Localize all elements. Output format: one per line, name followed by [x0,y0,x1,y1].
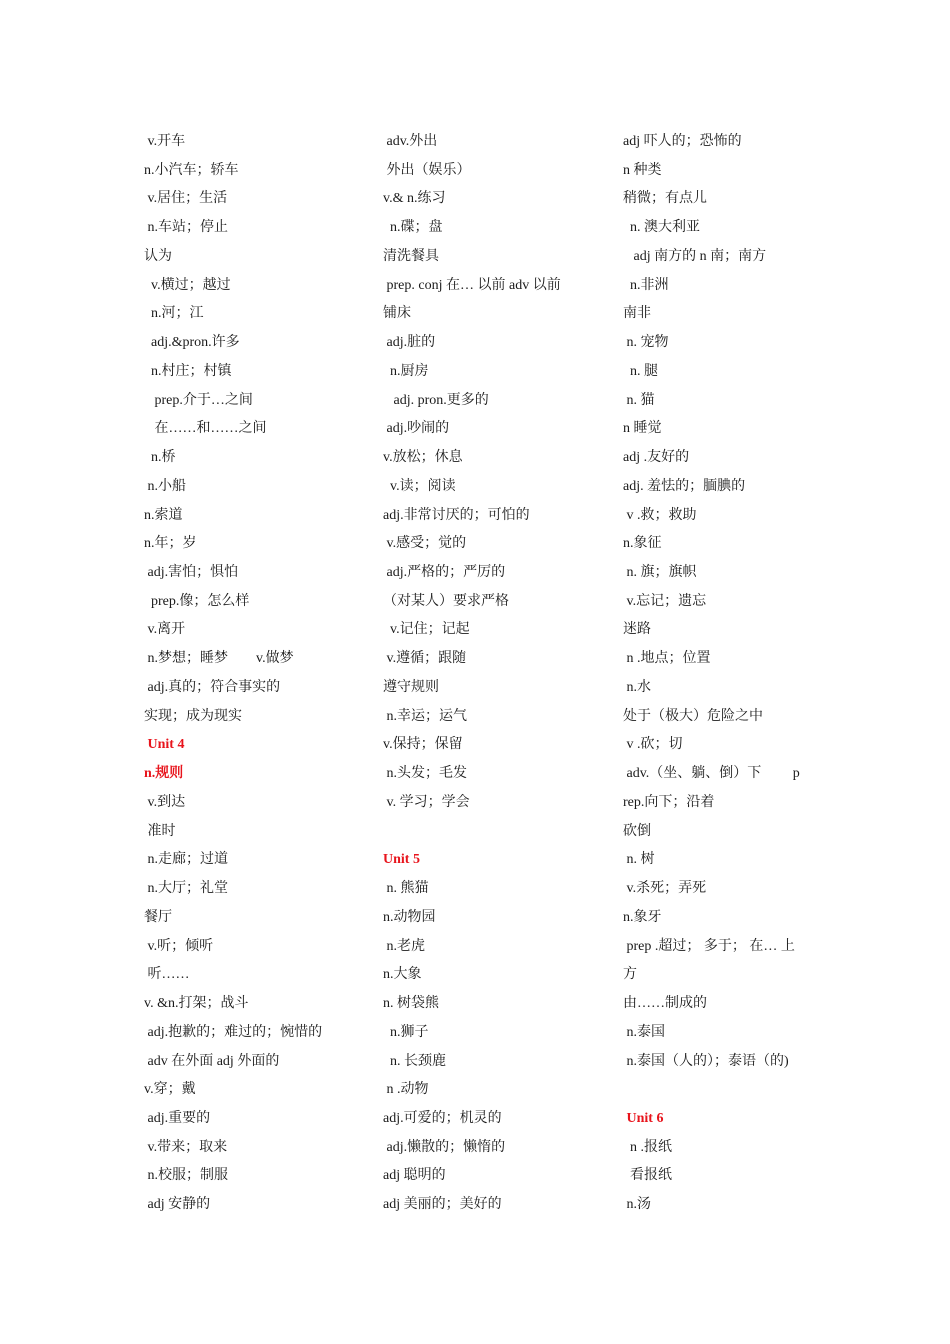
vocab-entry: v .砍；切 [623,737,683,753]
vocab-entry: n.厨房 [383,363,429,379]
vocab-entry [623,1076,818,1105]
vocab-entry: v.离开 [144,622,186,638]
vocab-entry: adv 在外面 adj 外面的 [144,1053,280,1069]
vocab-entry: adv.外出 [383,134,438,149]
vocab-entry: n 睡觉 [623,421,662,437]
vocab-entry: adj. 羞怯的；腼腆的 [623,478,746,494]
vocab-entry: prep. conj 在… 以前 adv 以前 [383,277,561,293]
vocab-entry: v.& n.练习 [383,191,446,207]
vocab-entry: n.车站；停止 [144,220,228,236]
vocab-entry: v. 学习；学会 [383,794,470,810]
vocab-entry: 由……制成的 [623,996,707,1012]
vocab-entry: n.狮子 [383,1024,429,1040]
vocab-entry: adj.&pron.许多 [144,335,240,351]
vocab-entry: v.遵循；跟随 [383,651,467,667]
vocab-entry: v .救；救助 [623,507,697,523]
vocab-entry: n.碟；盘 [383,220,443,236]
vocab-entry: adj 聪明的 [383,1168,446,1184]
vocab-entry: n.幸运；运气 [383,708,467,724]
vocab-entry: adj 安静的 [144,1197,211,1213]
vocab-entry: adj 美丽的；美好的 [383,1197,502,1213]
vocab-entry: adj .友好的 [623,450,690,466]
vocab-entry: n.村庄；村镇 [144,363,232,379]
vocab-entry: prep .超过； 多于； 在… 上 [623,938,795,954]
vocab-entry: n .动物 [383,1082,429,1098]
vocab-entry: adj.吵闹的 [383,421,450,437]
vocab-entry: 清洗餐具 [383,248,439,264]
vocab-entry: n.头发；毛发 [383,766,467,782]
vocab-entry: n. 熊猫 [383,881,429,897]
vocab-entry: v.穿；戴 [144,1082,196,1098]
vocab-entry: v.开车 [144,134,186,149]
vocab-entry: n.桥 [144,450,176,466]
vocab-entry: n.老虎 [383,938,425,954]
vocab-entry: 砍倒 [623,823,651,839]
vocab-entry: 处于（极大）危险之中 [623,708,763,724]
vocab-entry: adj 吓人的；恐怖的 [623,134,742,149]
vocab-entry: adj.可爱的；机灵的 [383,1110,502,1126]
vocab-entry: 准时 [144,823,176,839]
vocab-column-3 [623,128,818,1220]
vocab-entry: 铺床 [383,306,411,322]
vocab-entry: v.到达 [144,794,186,810]
vocab-entry: n.梦想；睡梦 v.做梦 [144,651,294,667]
vocab-entry: v. &n.打架；战斗 [144,996,249,1012]
vocab-entry: 方 [623,967,637,983]
vocab-entry: 迷路 [623,622,651,638]
vocab-entry: n. 腿 [623,363,658,379]
vocab-entry: 在……和……之间 [144,421,267,437]
vocab-entry: n.汤 [623,1197,651,1213]
vocab-entry: v.杀死；弄死 [623,881,707,897]
vocab-entry: （对某人）要求严格 [383,593,509,609]
vocab-entry: n.校服；制服 [144,1168,228,1184]
vocab-entry: n.年；岁 [144,536,197,552]
vocab-column-1 [144,128,359,1220]
vocab-entry: n.象牙 [623,909,662,925]
vocab-entry: n.动物园 [383,909,436,925]
vocab-entry: prep.介于…之间 [144,392,253,408]
vocab-entry: 外出（娱乐） [383,162,471,178]
vocab-entry: 看报纸 [623,1168,672,1184]
vocab-entry: adj 南方的 n 南；南方 [623,248,767,264]
vocab-entry: n .报纸 [623,1139,672,1155]
unit-heading: Unit 4 [144,737,185,753]
vocab-entry: 认为 [144,248,172,264]
vocab-entry: adj.重要的 [144,1110,211,1126]
vocab-entry: n.非洲 [623,277,669,293]
vocab-entry: adj.脏的 [383,335,436,351]
vocab-entry: n. 猫 [623,392,655,408]
vocab-entry: n. 树袋熊 [383,996,439,1012]
vocab-entry: adj.真的；符合事实的 [144,679,281,695]
vocab-entry: n. 旗；旗帜 [623,565,697,581]
vocab-entry: prep.像；怎么样 [144,593,250,609]
vocab-entry: n 种类 [623,162,662,178]
vocab-entry: v.听；倾听 [144,938,214,954]
vocab-entry: 南非 [623,306,651,322]
unit-heading: Unit 5 [383,852,420,868]
vocab-entry: n. 树 [623,852,655,868]
vocab-entry: n.小汽车；轿车 [144,162,239,178]
vocab-entry: n.泰国（人的）；泰语（的) [623,1053,789,1069]
vocab-entry: v.带来；取来 [144,1139,228,1155]
vocab-entry: n.索道 [144,507,183,523]
vocab-entry: n.泰国 [623,1024,665,1040]
vocab-entry: v.横过；越过 [144,277,231,293]
vocab-entry: n.河；江 [144,306,204,322]
vocab-entry: adj.害怕；惧怕 [144,565,239,581]
vocab-entry [383,818,598,847]
vocab-entry: 稍微；有点儿 [623,191,707,207]
unit-heading: Unit 6 [623,1110,664,1126]
vocab-entry: v.居住；生活 [144,191,228,207]
vocab-entry: v.读；阅读 [383,478,456,494]
vocab-entry: n. 长颈鹿 [383,1053,446,1069]
vocab-entry: n.大象 [383,967,422,983]
vocab-entry: n. 澳大利亚 [623,220,700,236]
vocab-entry: n.象征 [623,536,662,552]
vocab-entry: 实现；成为现实 [144,708,242,724]
vocab-entry: v.忘记；遗忘 [623,593,707,609]
vocab-entry: n.水 [623,679,651,695]
vocab-entry: n.小船 [144,478,186,494]
vocab-entry: v.保持；保留 [383,737,463,753]
vocab-entry: n .地点；位置 [623,651,711,667]
vocab-entry: adj.懒散的；懒惰的 [383,1139,506,1155]
vocab-entry: adv.（坐、躺、倒）下 p [623,766,800,782]
vocab-entry: 遵守规则 [383,679,439,695]
vocab-entry: v.放松；休息 [383,450,463,466]
vocab-entry: adj.非常讨厌的；可怕的 [383,507,530,523]
vocab-entry: 餐厅 [144,909,172,925]
vocab-entry: adj. pron.更多的 [383,392,489,408]
vocab-entry: adj.严格的；严厉的 [383,565,506,581]
vocab-entry: n. 宠物 [623,335,669,351]
vocab-column-2 [383,128,598,1220]
vocab-entry: v.感受；觉的 [383,536,467,552]
unit-heading: n.规则 [144,766,184,782]
vocab-entry: 听…… [144,967,190,983]
vocab-entry: n.走廊；过道 [144,852,228,868]
vocab-entry: v.记住；记起 [383,622,470,638]
vocab-entry: rep.向下；沿着 [623,794,715,810]
vocab-entry: adj.抱歉的；难过的；惋惜的 [144,1024,323,1040]
vocab-entry: n.大厅；礼堂 [144,881,228,897]
